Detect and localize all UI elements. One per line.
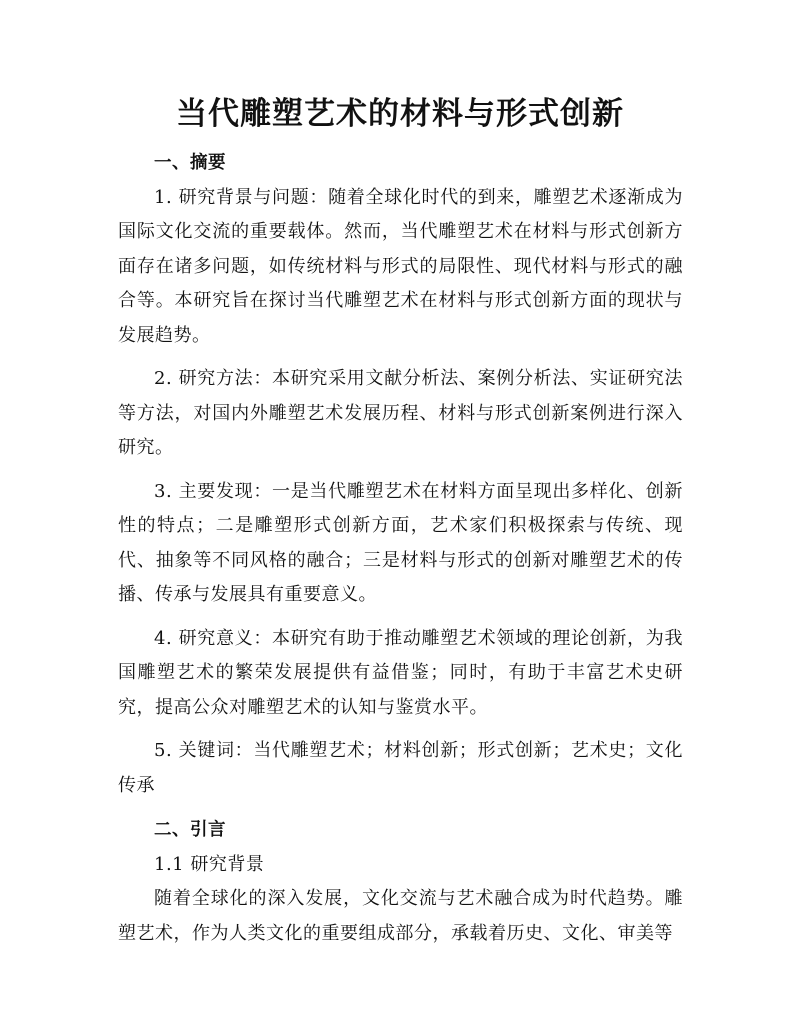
page-title: 当代雕塑艺术的材料与形式创新 (176, 96, 624, 132)
abstract-item-methods: 2. 研究方法：本研究采用文献分析法、案例分析法、实证研究法等方法，对国内外雕塑艺术发展历程、材料与形式创新案例进行深入研究。 (118, 368, 683, 458)
section-heading-abstract: 一、摘要 (154, 153, 226, 173)
abstract-item-keywords: 5. 关键词：当代雕塑艺术；材料创新；形式创新；艺术史；文化传承 (118, 740, 683, 796)
subsection-heading-background: 1.1 研究背景 (154, 853, 265, 875)
abstract-item-significance: 4. 研究意义：本研究有助于推动雕塑艺术领域的理论创新，为我国雕塑艺术的繁荣发展提供有益借鉴；同时，有助于丰富艺术史研究，提高公众对雕塑艺术的认知与鉴赏水平。 (118, 627, 683, 718)
section-heading-introduction: 二、引言 (154, 820, 226, 840)
document-body (118, 146, 683, 951)
abstract-item-findings: 3. 主要发现：一是当代雕塑艺术在材料方面呈现出多样化、创新性的特点；二是雕塑形式创新方面，艺术家们积极探索与传统、现代、抽象等不同风格的融合；三是材料与形式的创新对雕塑艺术的传播、传承与发展具有重要意义。 (118, 480, 683, 605)
introduction-paragraph: 随着全球化的深入发展，文化交流与艺术融合成为时代趋势。雕塑艺术，作为人类文化的重要组成部分，承载着历史、文化、审美等 (118, 888, 683, 944)
abstract-item-background: 1. 研究背景与问题：随着全球化时代的到来，雕塑艺术逐渐成为国际文化交流的重要载体。然而，当代雕塑艺术在材料与形式创新方面存在诸多问题，如传统材料与形式的局限性、现代材料与形式的融合等。本研究旨在探讨当代雕塑艺术在材料与形式创新方面的现状与发展趋势。 (118, 186, 683, 346)
